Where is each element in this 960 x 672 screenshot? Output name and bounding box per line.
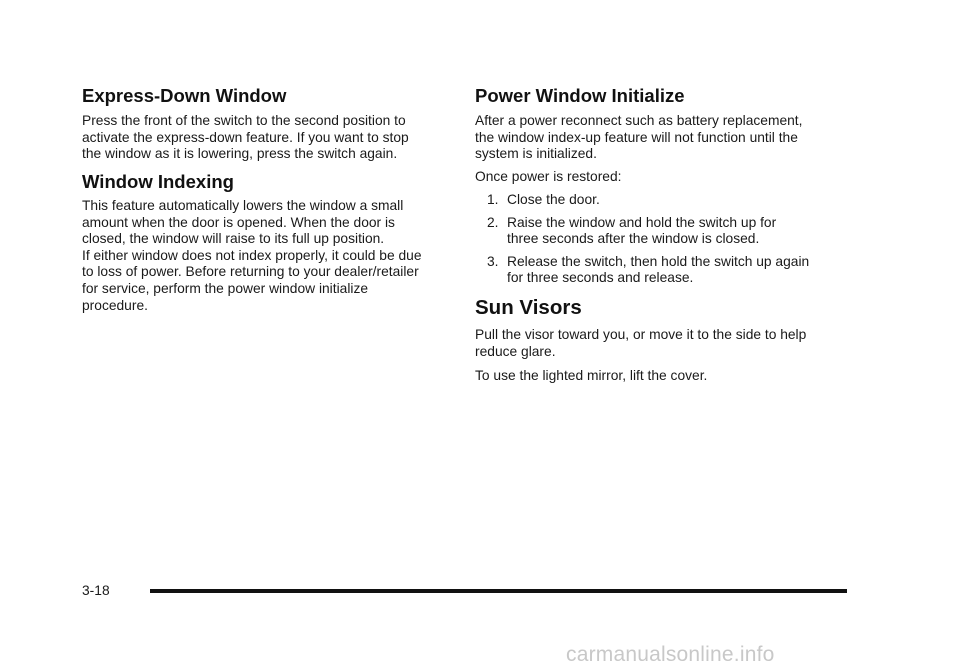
express-down-window-text: Press the front of the switch to the second position to activate the express-down feature. If you want to stop the window as it is lowering, press the switch again. (82, 113, 409, 162)
sun-visors-text: Pull the visor toward you, or move it to the side to help reduce glare. (475, 327, 807, 359)
list-item (475, 192, 850, 209)
window-indexing-text: This feature automatically lowers the window a small amount when the door is opened. When the door is closed, the window will raise to its full up position. If either window does not index properly, it could be due to loss of power. Before returning to your dealer/retailer for service, perform the power window initialize procedure. (82, 198, 422, 313)
power-window-initialize-text: After a power reconnect such as battery replacement, the window index-up feature will not function until the system is initialized. (475, 113, 803, 162)
list-item (475, 215, 850, 248)
list-item (475, 254, 850, 287)
step-number: 2. (487, 214, 499, 230)
step-text: Close the door. (507, 192, 600, 207)
window-indexing-heading: Window Indexing (82, 171, 234, 192)
footer-rule (150, 589, 847, 593)
express-down-window-heading: Express-Down Window (82, 85, 287, 106)
sun-visors-heading: Sun Visors (475, 296, 582, 319)
power-window-initialize-heading: Power Window Initialize (475, 85, 685, 106)
watermark: carmanualsonline.info (566, 643, 775, 666)
initialize-steps-list (475, 192, 850, 293)
page-number: 3-18 (82, 583, 110, 598)
step-number: 1. (487, 192, 499, 207)
step-number: 3. (487, 253, 499, 269)
lighted-mirror-text: To use the lighted mirror, lift the cover. (475, 368, 708, 383)
step-text: Release the switch, then hold the switch up again for three seconds and release. (507, 253, 810, 286)
step-text: Raise the window and hold the switch up for three seconds after the window is closed. (507, 214, 777, 247)
once-power-restored-text: Once power is restored: (475, 169, 622, 184)
